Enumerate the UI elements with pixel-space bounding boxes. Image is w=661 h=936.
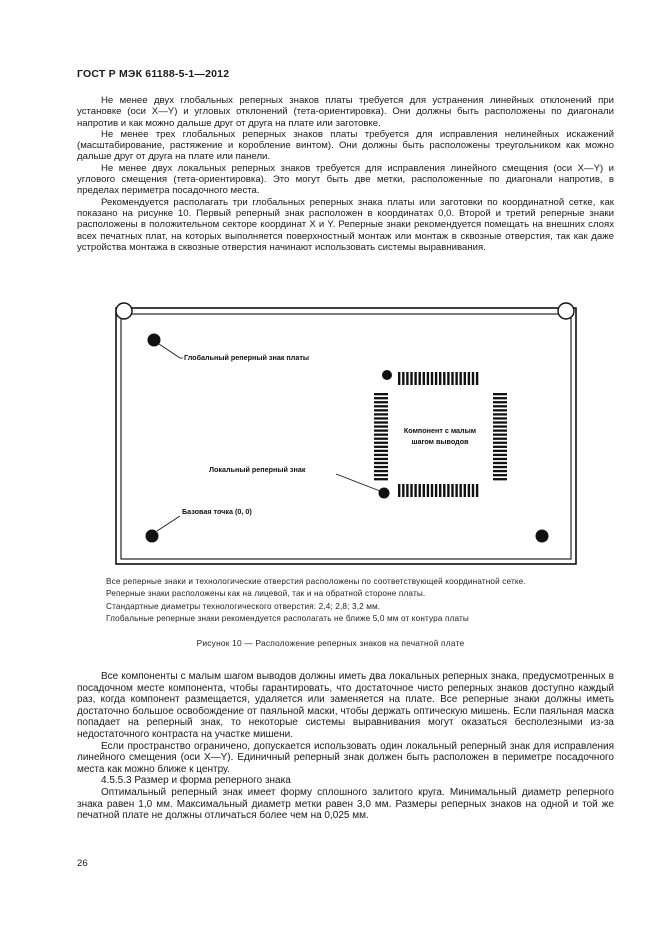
component-pad — [431, 484, 433, 497]
component-pad — [374, 413, 388, 415]
component-pad — [447, 372, 449, 385]
pcb-diagram — [113, 298, 583, 568]
component-pad — [410, 484, 412, 497]
figure-notes — [106, 576, 626, 626]
component-pad — [472, 372, 474, 385]
component-pad — [374, 462, 388, 464]
component-pad — [374, 450, 388, 452]
component-pad — [464, 372, 466, 385]
label-component-line2: шагом выводов — [411, 437, 469, 446]
pads-right — [493, 393, 507, 480]
tooling-hole-top-left — [116, 303, 132, 319]
component-pad — [374, 446, 388, 448]
paragraph: Рекомендуется располагать три глобальных реперных знака платы или заготовки по координатной сетке, как показано на рисунке 10. Первый реперный знак расположен в координатах 0,0. Второй и третий реперные знаки расположены в положительном секторе координат X и Y. Реперные знаки рекомендуется помещать на внешних слоях всех печатных плат, на которых выполняется поверхностный монтаж или монтаж в сквозные отверстия, так как даже устройства монтажа в сквозные отверстия начинают использовать системы выравнивания. — [77, 196, 614, 253]
component-pad — [451, 484, 453, 497]
pads-top — [398, 372, 478, 385]
component-pad — [493, 429, 507, 431]
component-pad — [374, 393, 388, 395]
component-pad — [468, 372, 470, 385]
figure-note: Все реперные знаки и технологические отверстия расположены по соответствующей координатной сетке. — [106, 577, 526, 586]
component-pad — [493, 405, 507, 407]
paragraph: Не менее двух глобальных реперных знаков платы требуется для устранения линейных отклонений при установке (оси X—Y) и угловых отклонений (тета-ориентировка). Они должны быть расположены по диагонали напротив и как можно дальше друг от друга на плате или заготовке. — [77, 95, 614, 129]
component-pad — [423, 484, 425, 497]
component-pad — [427, 484, 429, 497]
component-pad — [402, 372, 404, 385]
component-pad — [493, 450, 507, 452]
board-outline-inner — [121, 314, 571, 559]
component-pad — [435, 484, 437, 497]
component-pad — [398, 484, 400, 497]
local-fiducial-top — [382, 370, 392, 380]
leader-local — [336, 474, 380, 491]
pads-bottom — [398, 484, 478, 497]
component-pad — [493, 421, 507, 423]
component-pad — [493, 438, 507, 440]
figure-note: Глобальные реперные знаки рекомендуется располагать не ближе 5,0 мм от контура платы — [106, 614, 469, 624]
pads-left — [374, 393, 388, 480]
component-pad — [374, 466, 388, 468]
component-pad — [493, 413, 507, 415]
component-pad — [374, 442, 388, 444]
component-pad — [419, 372, 421, 385]
paragraph: Если пространство ограничено, допускается использовать один локальный реперный знак для исправления линейного смещения (оси X—Y). Единичный реперный знак должен быть расположен в периметре посадочного места как можно ближе к центру. — [77, 740, 614, 775]
component-pad — [374, 434, 388, 436]
component-pad — [374, 409, 388, 411]
component-pad — [435, 372, 437, 385]
component-pad — [472, 484, 474, 497]
component-pad — [374, 478, 388, 480]
component-pad — [374, 417, 388, 419]
component-pad — [493, 478, 507, 480]
component-pad — [451, 372, 453, 385]
component-pad — [455, 372, 457, 385]
tooling-hole-top-right — [558, 303, 574, 319]
component-pad — [468, 484, 470, 497]
component-pad — [493, 442, 507, 444]
figure-caption: Рисунок 10 — Расположение реперных знаков на печатной плате — [196, 638, 465, 648]
component-pad — [374, 438, 388, 440]
component-pad — [374, 454, 388, 456]
page-number: 26 — [77, 858, 88, 869]
global-fiducial-datum — [146, 530, 159, 543]
leader-global — [159, 344, 180, 358]
component-pad — [374, 397, 388, 399]
component-pad — [406, 372, 408, 385]
paragraph: Не менее двух локальных реперных знаков требуется для исправления линейного смещения (оси X—Y) и углового смещения (тета-ориентировка). Это могут быть две метки, расположенные по диагонали напротив, в пределах периметра посадочного места. — [77, 162, 614, 197]
component-pad — [493, 446, 507, 448]
component-pad — [431, 372, 433, 385]
label-local-fiducial: Локальный реперный знак — [209, 465, 306, 474]
component-pad — [402, 484, 404, 497]
component-pad — [493, 462, 507, 464]
component-pad — [439, 372, 441, 385]
component-pad — [374, 401, 388, 403]
component-pad — [447, 484, 449, 497]
global-fiducial-top — [148, 334, 161, 347]
component-pad — [464, 484, 466, 497]
paragraph: Не менее трех глобальных реперных знаков платы требуется для исправления нелинейных искажений (масштабирование, растяжение и коробление винтом). Они должны быть расположены треугольником как можно дальше друг от друга на плате или панели. — [77, 128, 614, 163]
component-pad — [460, 484, 462, 497]
component-pad — [439, 484, 441, 497]
component-pad — [493, 466, 507, 468]
figure-note: Стандартные диаметры технологического отверстия: 2,4; 2,8; 3,2 мм. — [106, 601, 381, 611]
component-pad — [493, 409, 507, 411]
component-pad — [476, 484, 478, 497]
component-pad — [476, 372, 478, 385]
component-pad — [427, 372, 429, 385]
label-global-fiducial: Глобальный реперный знак платы — [184, 353, 309, 362]
component-pad — [460, 372, 462, 385]
paragraph: Оптимальный реперный знак имеет форму сплошного залитого круга. Минимальный диаметр реперного знака равен 1,0 мм. Максимальный диаметр метки равен 3,0 мм. Размеры реперных знаков на одной и той же печатной плате не должны отличаться более чем на 0,025 мм. — [77, 786, 614, 822]
component-pad — [493, 393, 507, 395]
component-pad — [493, 397, 507, 399]
figure-fiducial-layout — [113, 298, 583, 568]
leader-datum — [157, 516, 180, 531]
bottom-text-block — [77, 671, 614, 822]
component-pad — [406, 484, 408, 497]
component-pad — [493, 401, 507, 403]
component-pad — [414, 484, 416, 497]
component-pad — [493, 417, 507, 419]
component-pad — [374, 425, 388, 427]
component-pad — [374, 405, 388, 407]
component-pad — [374, 421, 388, 423]
local-fiducial-bottom — [379, 488, 390, 499]
label-component-line1: Компонент с малым — [403, 426, 477, 435]
label-datum-point: Базовая точка (0, 0) — [182, 507, 252, 516]
component-pad — [493, 470, 507, 472]
component-pad — [374, 474, 388, 476]
component-pad — [443, 484, 445, 497]
board-outline-outer — [116, 308, 576, 564]
component-pad — [455, 484, 457, 497]
figure-note: Реперные знаки расположены как на лицевой, так и на обратной стороне платы. — [106, 589, 426, 599]
component-pad — [493, 454, 507, 456]
component-pad — [423, 372, 425, 385]
component-pad — [374, 458, 388, 460]
paragraph: Все компоненты с малым шагом выводов должны иметь два локальных реперных знака, предусмотренных в посадочном месте компонента, чтобы гарантировать, что достаточное чисто реперных знаков доступно каждый раз, когда компонент размещается, удаляется или заменяется на плате. Все реперные знаки должны иметь достаточно большое освобождение от паяльной маски, чтобы держать оптическую мишень. Если паяльная маска попадает на реперный знак, то некоторые системы выравнивания могут оказаться бесполезными из-за недостаточного контраста на участке мишени. — [77, 671, 614, 740]
subsection-heading: 4.5.5.3 Размер и форма реперного знака — [101, 775, 291, 787]
component-pad — [414, 372, 416, 385]
component-pad — [493, 434, 507, 436]
component-pad — [493, 458, 507, 460]
component-pad — [443, 372, 445, 385]
component-pad — [374, 429, 388, 431]
component-pad — [410, 372, 412, 385]
global-fiducial-right — [536, 530, 549, 543]
document-header: ГОСТ Р МЭК 61188-5-1—2012 — [77, 68, 230, 80]
component-pad — [493, 474, 507, 476]
component-pad — [493, 425, 507, 427]
component-pad — [374, 470, 388, 472]
component-pad — [398, 372, 400, 385]
top-text-block — [77, 95, 614, 253]
component-pad — [419, 484, 421, 497]
